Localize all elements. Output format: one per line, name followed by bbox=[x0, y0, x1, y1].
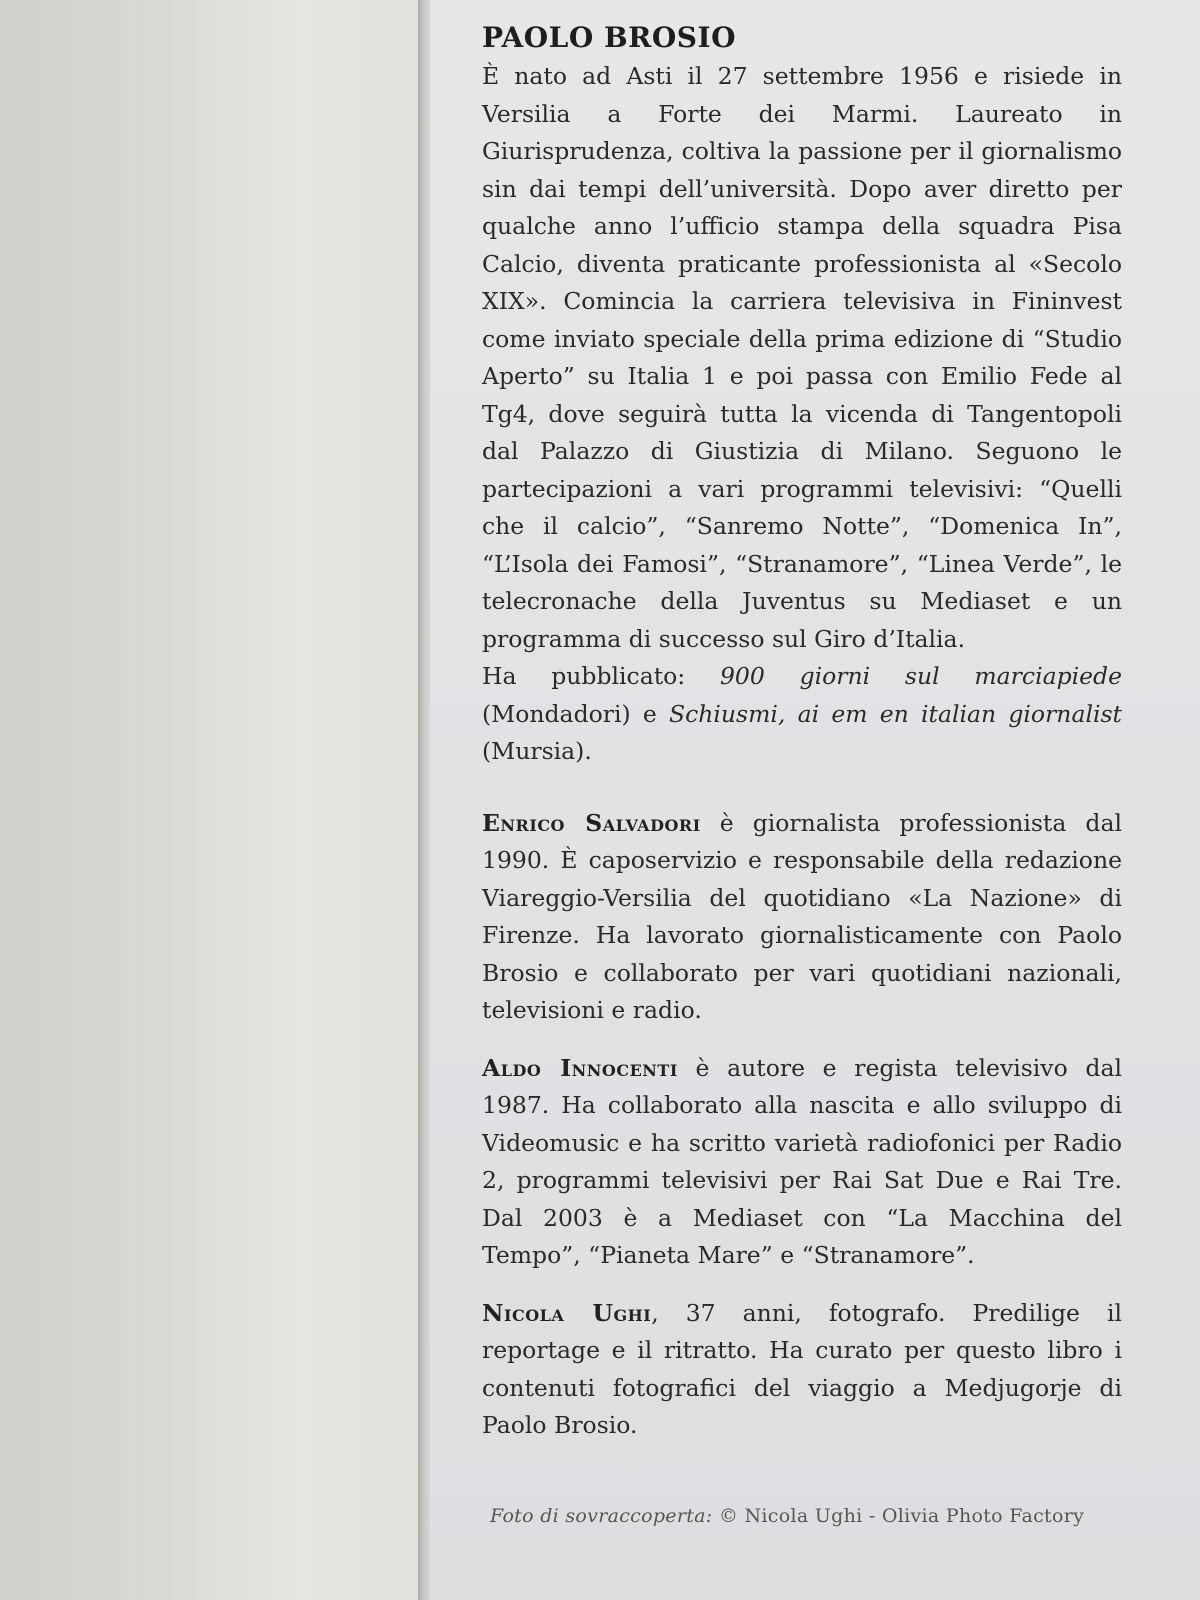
bio-text: È nato ad Asti il 27 settembre 1956 e risiede in Versilia a Forte dei Marmi. Laureato in Giurisprudenza, coltiva la passione per il giornalismo sin dai tempi dell’università. Dopo aver diretto per qualche anno l’ufficio stampa della squadra Pisa Calcio, diventa praticante professionista al «Secolo XIX». Comincia la carriera televisiva in Fininvest come inviato speciale della prima edizione di “Studio Aperto” su Italia 1 e poi passa con Emilio Fede al Tg4, dove seguirà tutta la vicenda di Tangentopoli dal Palazzo di Giustizia di Milano. Seguono le partecipazioni a vari programmi televisivi: “Quelli che il calcio”, “Sanremo Notte”, “Domenica In”, “L’Isola dei Famosi”, “Stranamore”, “Linea Verde”, le telecronache della Juventus su Mediaset e un programma di successo sul Giro d’Italia. bbox=[482, 62, 1122, 653]
publications bbox=[482, 658, 1122, 771]
publisher: (Mondadori) e bbox=[482, 699, 670, 728]
publisher: (Mursia). bbox=[482, 737, 592, 765]
bio-body: è autore e regista televisivo dal 1987. Ha collaborato alla nascita e allo sviluppo di Videomusic e ha scritto varietà radiofonici per Radio 2, programmi televisivi per Rai Sat Due e Rai Tre. Dal 2003 è a Mediaset con “La Macchina del Tempo”, “Pianeta Mare” e “Stranamore”. bbox=[482, 1053, 1122, 1269]
bio-name: Nicola Ughi bbox=[482, 1298, 652, 1327]
bio-aldo-innocenti bbox=[482, 1050, 1122, 1275]
book-title: 900 giorni sul marciapiede bbox=[719, 662, 1123, 690]
photo-credit bbox=[490, 1505, 1084, 1527]
book-title: Schiusmi, ai em en italian giornalist bbox=[669, 699, 1122, 728]
bio-enrico-salvadori bbox=[482, 805, 1122, 1030]
bio-nicola-ughi bbox=[482, 1295, 1122, 1445]
bio-text bbox=[482, 805, 1122, 1030]
photo-credit-value: © Nicola Ughi - Olivia Photo Factory bbox=[712, 1505, 1085, 1527]
bio-body: , 37 anni, fotografo. Predilige il reportage e il ritratto. Ha curato per questo libro i contenuti fotografici del viaggio a Medjugorje di Paolo Brosio. bbox=[482, 1298, 1122, 1439]
bio-text bbox=[482, 1050, 1122, 1275]
bio-body: è giornalista professionista dal 1990. È caposervizio e responsabile della redazione Viareggio-Versilia del quotidiano «La Nazione» di Firenze. Ha lavorato giornalisticamente con Paolo Brosio e collaborato per vari quotidiani nazionali, televisioni e radio. bbox=[482, 808, 1123, 1024]
bio-name: Aldo Innocenti bbox=[482, 1053, 678, 1082]
bio-name: Enrico Salvadori bbox=[482, 808, 701, 837]
photo-credit-label: Foto di sovraccoperta: bbox=[490, 1505, 713, 1527]
bio-name: PAOLO BROSIO bbox=[482, 21, 736, 54]
bio-paolo-brosio bbox=[482, 18, 1122, 771]
bio-text bbox=[482, 1295, 1122, 1445]
adjacent-page-background bbox=[0, 0, 430, 1600]
author-bios bbox=[482, 18, 1122, 1445]
publications-intro: Ha pubblicato: bbox=[482, 662, 720, 690]
